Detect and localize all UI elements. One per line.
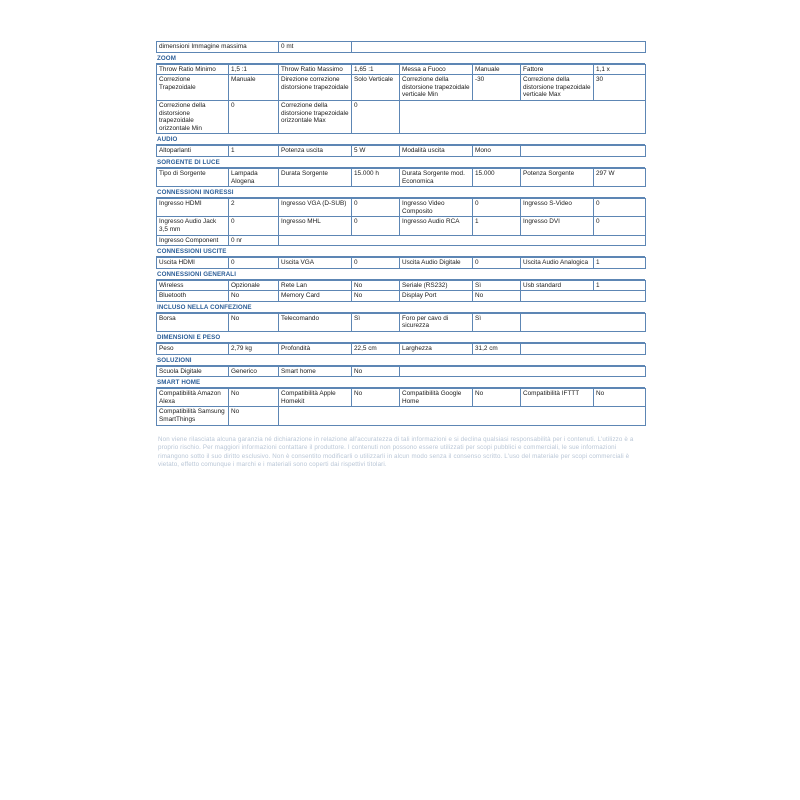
spec-value: Sì <box>352 313 400 331</box>
spec-label: Peso <box>157 344 229 355</box>
table-row <box>157 100 646 133</box>
spec-value: Opzionale <box>229 280 279 291</box>
spec-label <box>521 291 646 302</box>
spec-label: Compatibilità Amazon Alexa <box>157 389 229 407</box>
spec-value: No <box>594 389 646 407</box>
spec-label <box>521 313 646 331</box>
spec-value: Lampada Alogena <box>229 168 279 186</box>
spec-value: 0 <box>473 258 521 269</box>
spec-label: Correzione della distorsione trapezoidale orizzontale Max <box>279 100 352 133</box>
spec-value: Manuale <box>229 75 279 101</box>
table-row <box>157 75 646 101</box>
spec-sheet <box>156 41 645 426</box>
spec-value: Sì <box>473 313 521 331</box>
spec-label: Ingresso Component <box>157 235 229 246</box>
spec-label: Altoparlanti <box>157 146 229 157</box>
spec-label: Ingresso Audio Jack 3,5 mm <box>157 217 229 235</box>
spec-value: 0 <box>594 199 646 217</box>
spec-value: Solo Verticale <box>352 75 400 101</box>
spec-label: Messa a Fuoco <box>400 64 473 75</box>
table-row <box>157 42 646 53</box>
table-row <box>157 168 646 186</box>
spec-value: No <box>229 313 279 331</box>
spec-label: Foro per cavo di sicurezza <box>400 313 473 331</box>
spec-value: No <box>352 291 400 302</box>
spec-value: 0 nr <box>229 235 279 246</box>
spec-value: No <box>229 407 279 425</box>
spec-value: 1,5 :1 <box>229 64 279 75</box>
table-row <box>157 258 646 269</box>
spec-value: 30 <box>594 75 646 101</box>
table-row <box>157 280 646 291</box>
spec-label: dimensioni Immagine massima <box>157 42 279 53</box>
table-row <box>157 313 646 331</box>
spec-label: Ingresso HDMI <box>157 199 229 217</box>
section-heading-connessioni-uscite: CONNESSIONI USCITE <box>156 246 645 257</box>
section-heading-dimensioni-e-peso: DIMENSIONI E PESO <box>156 332 645 343</box>
spec-label: Uscita HDMI <box>157 258 229 269</box>
section-heading-connessioni-generali: CONNESSIONI GENERALI <box>156 269 645 280</box>
spec-label: Correzione della distorsione trapezoidale verticale Min <box>400 75 473 101</box>
spec-value: Manuale <box>473 64 521 75</box>
disclaimer-note: Non viene rilasciata alcuna garanzia né dichiarazione in relazione all'accuratezza di tali informazioni e si declina qualsiasi responsabilità per i contenuti. L'utilizzo è a proprio rischio. Per maggiori informazioni contattare il produttore. I contenuti non possono essere utilizzati per scopi pubblici e commerciali, le sue informazioni rimangono sotto il suo diritto esclusivo. Non è consentito modificarli o utilizzarli in alcun modo senza il consenso scritto. L'uso del materiale per scopi commerciali è vietato, effetto comunque i marchi e i materiali sono coperti dai rispettivi titolari. <box>158 436 634 468</box>
spec-value: 2,79 kg <box>229 344 279 355</box>
spec-label: Ingresso MHL <box>279 217 352 235</box>
spec-value: 1 <box>473 217 521 235</box>
spec-label: Smart home <box>279 366 352 377</box>
spec-value: 0 <box>229 217 279 235</box>
spec-table <box>156 168 646 187</box>
spec-label: Borsa <box>157 313 229 331</box>
spec-value: 1,65 :1 <box>352 64 400 75</box>
spec-value: 0 <box>352 100 400 133</box>
spec-label: Profondità <box>279 344 352 355</box>
spec-label: Larghezza <box>400 344 473 355</box>
spec-label: Compatibilità Google Home <box>400 389 473 407</box>
spec-label: Uscita Audio Digitale <box>400 258 473 269</box>
spec-label: Durata Sorgente mod. Economica <box>400 168 473 186</box>
spec-label: Seriale (RS232) <box>400 280 473 291</box>
table-row <box>157 217 646 235</box>
spec-label <box>352 42 646 53</box>
spec-value: 15.000 <box>473 168 521 186</box>
spec-label: Potenza uscita <box>279 146 352 157</box>
spec-table <box>156 198 646 246</box>
spec-value: 1 <box>594 280 646 291</box>
spec-label: Tipo di Sorgente <box>157 168 229 186</box>
spec-label: Compatibilità Apple Homekit <box>279 389 352 407</box>
spec-label <box>400 366 646 377</box>
spec-label: Throw Ratio Minimo <box>157 64 229 75</box>
spec-label: Fattore <box>521 64 594 75</box>
spec-table <box>156 41 646 53</box>
spec-table <box>156 145 646 157</box>
table-row <box>157 344 646 355</box>
table-row <box>157 366 646 377</box>
section-heading-sorgente-di-luce: SORGENTE DI LUCE <box>156 157 645 168</box>
spec-value: 0 mt <box>279 42 352 53</box>
spec-label: Compatibilità Samsung SmartThings <box>157 407 229 425</box>
spec-value: Generico <box>229 366 279 377</box>
spec-table <box>156 64 646 135</box>
spec-value: No <box>352 389 400 407</box>
spec-label: Ingresso S-Video <box>521 199 594 217</box>
spec-value: 297 W <box>594 168 646 186</box>
spec-value: Mono <box>473 146 521 157</box>
spec-label: Modalità uscita <box>400 146 473 157</box>
spec-value: 0 <box>352 258 400 269</box>
spec-value: 31,2 cm <box>473 344 521 355</box>
spec-value: 22,5 cm <box>352 344 400 355</box>
spec-label: Bluetooth <box>157 291 229 302</box>
spec-value: 5 W <box>352 146 400 157</box>
spec-value: No <box>473 291 521 302</box>
spec-label: Ingresso VGA (D-SUB) <box>279 199 352 217</box>
spec-label: Usb standard <box>521 280 594 291</box>
table-row <box>157 389 646 407</box>
section-heading-smart-home: SMART HOME <box>156 377 645 388</box>
spec-value: No <box>229 291 279 302</box>
spec-value: 0 <box>352 217 400 235</box>
spec-value: 1 <box>594 258 646 269</box>
table-row <box>157 407 646 425</box>
spec-table <box>156 343 646 355</box>
spec-label: Ingresso Video Composito <box>400 199 473 217</box>
spec-label: Correzione Trapezoidale <box>157 75 229 101</box>
section-heading-audio: AUDIO <box>156 134 645 145</box>
spec-label <box>521 344 646 355</box>
table-row <box>157 64 646 75</box>
spec-value: No <box>229 389 279 407</box>
spec-label: Memory Card <box>279 291 352 302</box>
spec-value: 1 <box>229 146 279 157</box>
spec-table <box>156 280 646 302</box>
spec-value: 0 <box>229 100 279 133</box>
spec-label: Rete Lan <box>279 280 352 291</box>
spec-label: Scuola Digitale <box>157 366 229 377</box>
spec-label: Uscita Audio Analogica <box>521 258 594 269</box>
spec-value: 15.000 h <box>352 168 400 186</box>
spec-value: 0 <box>229 258 279 269</box>
spec-label: Correzione della distorsione trapezoidale orizzontale Min <box>157 100 229 133</box>
spec-label: Potenza Sorgente <box>521 168 594 186</box>
table-row <box>157 235 646 246</box>
spec-label: Throw Ratio Massimo <box>279 64 352 75</box>
spec-value: 0 <box>352 199 400 217</box>
table-row <box>157 146 646 157</box>
spec-value: 0 <box>473 199 521 217</box>
section-heading-soluzioni: SOLUZIONI <box>156 355 645 366</box>
spec-table <box>156 388 646 425</box>
spec-label <box>521 146 646 157</box>
spec-label: Telecomando <box>279 313 352 331</box>
spec-label: Compatibilità IFTTT <box>521 389 594 407</box>
spec-value: No <box>352 280 400 291</box>
spec-table <box>156 257 646 269</box>
spec-label: Display Port <box>400 291 473 302</box>
spec-value: Sì <box>473 280 521 291</box>
spec-label <box>279 235 646 246</box>
spec-value: 1,1 x <box>594 64 646 75</box>
section-heading-connessioni-ingressi: CONNESSIONI INGRESSI <box>156 187 645 198</box>
spec-label: Ingresso Audio RCA <box>400 217 473 235</box>
spec-value: -30 <box>473 75 521 101</box>
spec-label: Wireless <box>157 280 229 291</box>
section-heading-zoom: ZOOM <box>156 53 645 64</box>
spec-label: Uscita VGA <box>279 258 352 269</box>
spec-value: No <box>473 389 521 407</box>
spec-label: Correzione della distorsione trapezoidale verticale Max <box>521 75 594 101</box>
section-heading-incluso-nella-confezione: INCLUSO NELLA CONFEZIONE <box>156 302 645 313</box>
spec-value: 0 <box>594 217 646 235</box>
spec-value: No <box>352 366 400 377</box>
spec-value: 2 <box>229 199 279 217</box>
spec-label: Direzione correzione distorsione trapezoidale <box>279 75 352 101</box>
table-row <box>157 291 646 302</box>
spec-label <box>279 407 646 425</box>
table-row <box>157 199 646 217</box>
spec-label: Ingresso DVI <box>521 217 594 235</box>
spec-label <box>400 100 646 133</box>
spec-table <box>156 313 646 332</box>
spec-label: Durata Sorgente <box>279 168 352 186</box>
spec-table <box>156 366 646 378</box>
